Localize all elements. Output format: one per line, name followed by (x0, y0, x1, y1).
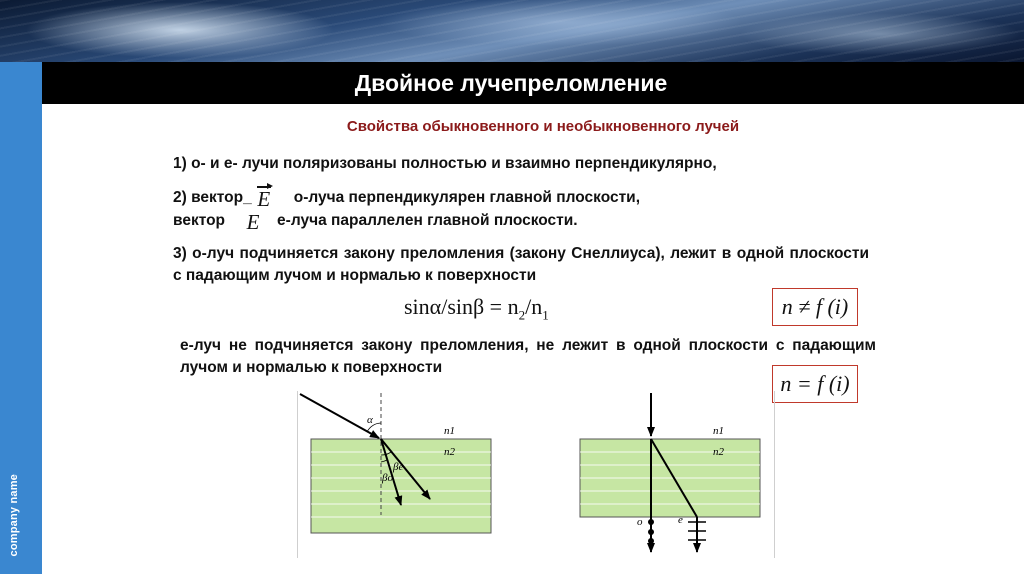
snell-n1-sub: 1 (542, 307, 549, 323)
property-2-prefix: 2) вектор_ (173, 189, 252, 206)
n1-label-right: n1 (713, 425, 724, 437)
n1-label-left: n1 (444, 425, 455, 437)
diagram-left (300, 393, 491, 533)
property-2b-prefix: вектор (173, 212, 226, 229)
o-ray-dots (648, 519, 654, 544)
n2-label-left: n2 (444, 446, 455, 458)
formula-o-ray: n ≠ f (i) (781, 294, 849, 319)
e-ray-label: e (678, 514, 683, 526)
slide-subtitle: Свойства обыкновенного и необыкновенного лучей (346, 118, 740, 135)
diagram-right (580, 393, 760, 552)
snell-formula-slash: /n (525, 294, 543, 319)
snell-n2-sub: 2 (518, 307, 526, 323)
snell-formula-left: sinα/sinβ = n (404, 294, 519, 319)
crystal-medium-left (311, 439, 491, 533)
n2-label-right: n2 (713, 446, 724, 458)
property-2b-text: е-луча параллелен главной плоскости. (277, 212, 578, 229)
alpha-label: α (367, 414, 373, 426)
property-2-text: о-луча перпендикулярен главной плоскости, (293, 189, 641, 206)
company-name-label: company name (8, 473, 20, 556)
o-ray-label: o (637, 516, 643, 528)
vector-e-symbol-2: E (246, 210, 260, 234)
vector-e-symbol: E (252, 189, 276, 209)
beta-e-label: βe (393, 461, 404, 473)
property-1: 1) о- и е- лучи поляризованы полностью и взаимно перпендикулярно, (173, 155, 717, 172)
property-3: 3) о-луч подчиняется закону преломления (закону Снеллиуса), лежит в одной плоскости с падающим лучом и нормалью к поверхности (173, 245, 869, 284)
e-ray-property: е-луч не подчиняется закону преломления, не лежит в одной плоскости с падающим лучом и нормалью к поверхности (180, 337, 876, 376)
slide-title: Двойное лучепреломление (354, 69, 668, 96)
formula-e-ray: n = f (i) (780, 371, 850, 396)
beta-o-label: βo (382, 472, 393, 484)
